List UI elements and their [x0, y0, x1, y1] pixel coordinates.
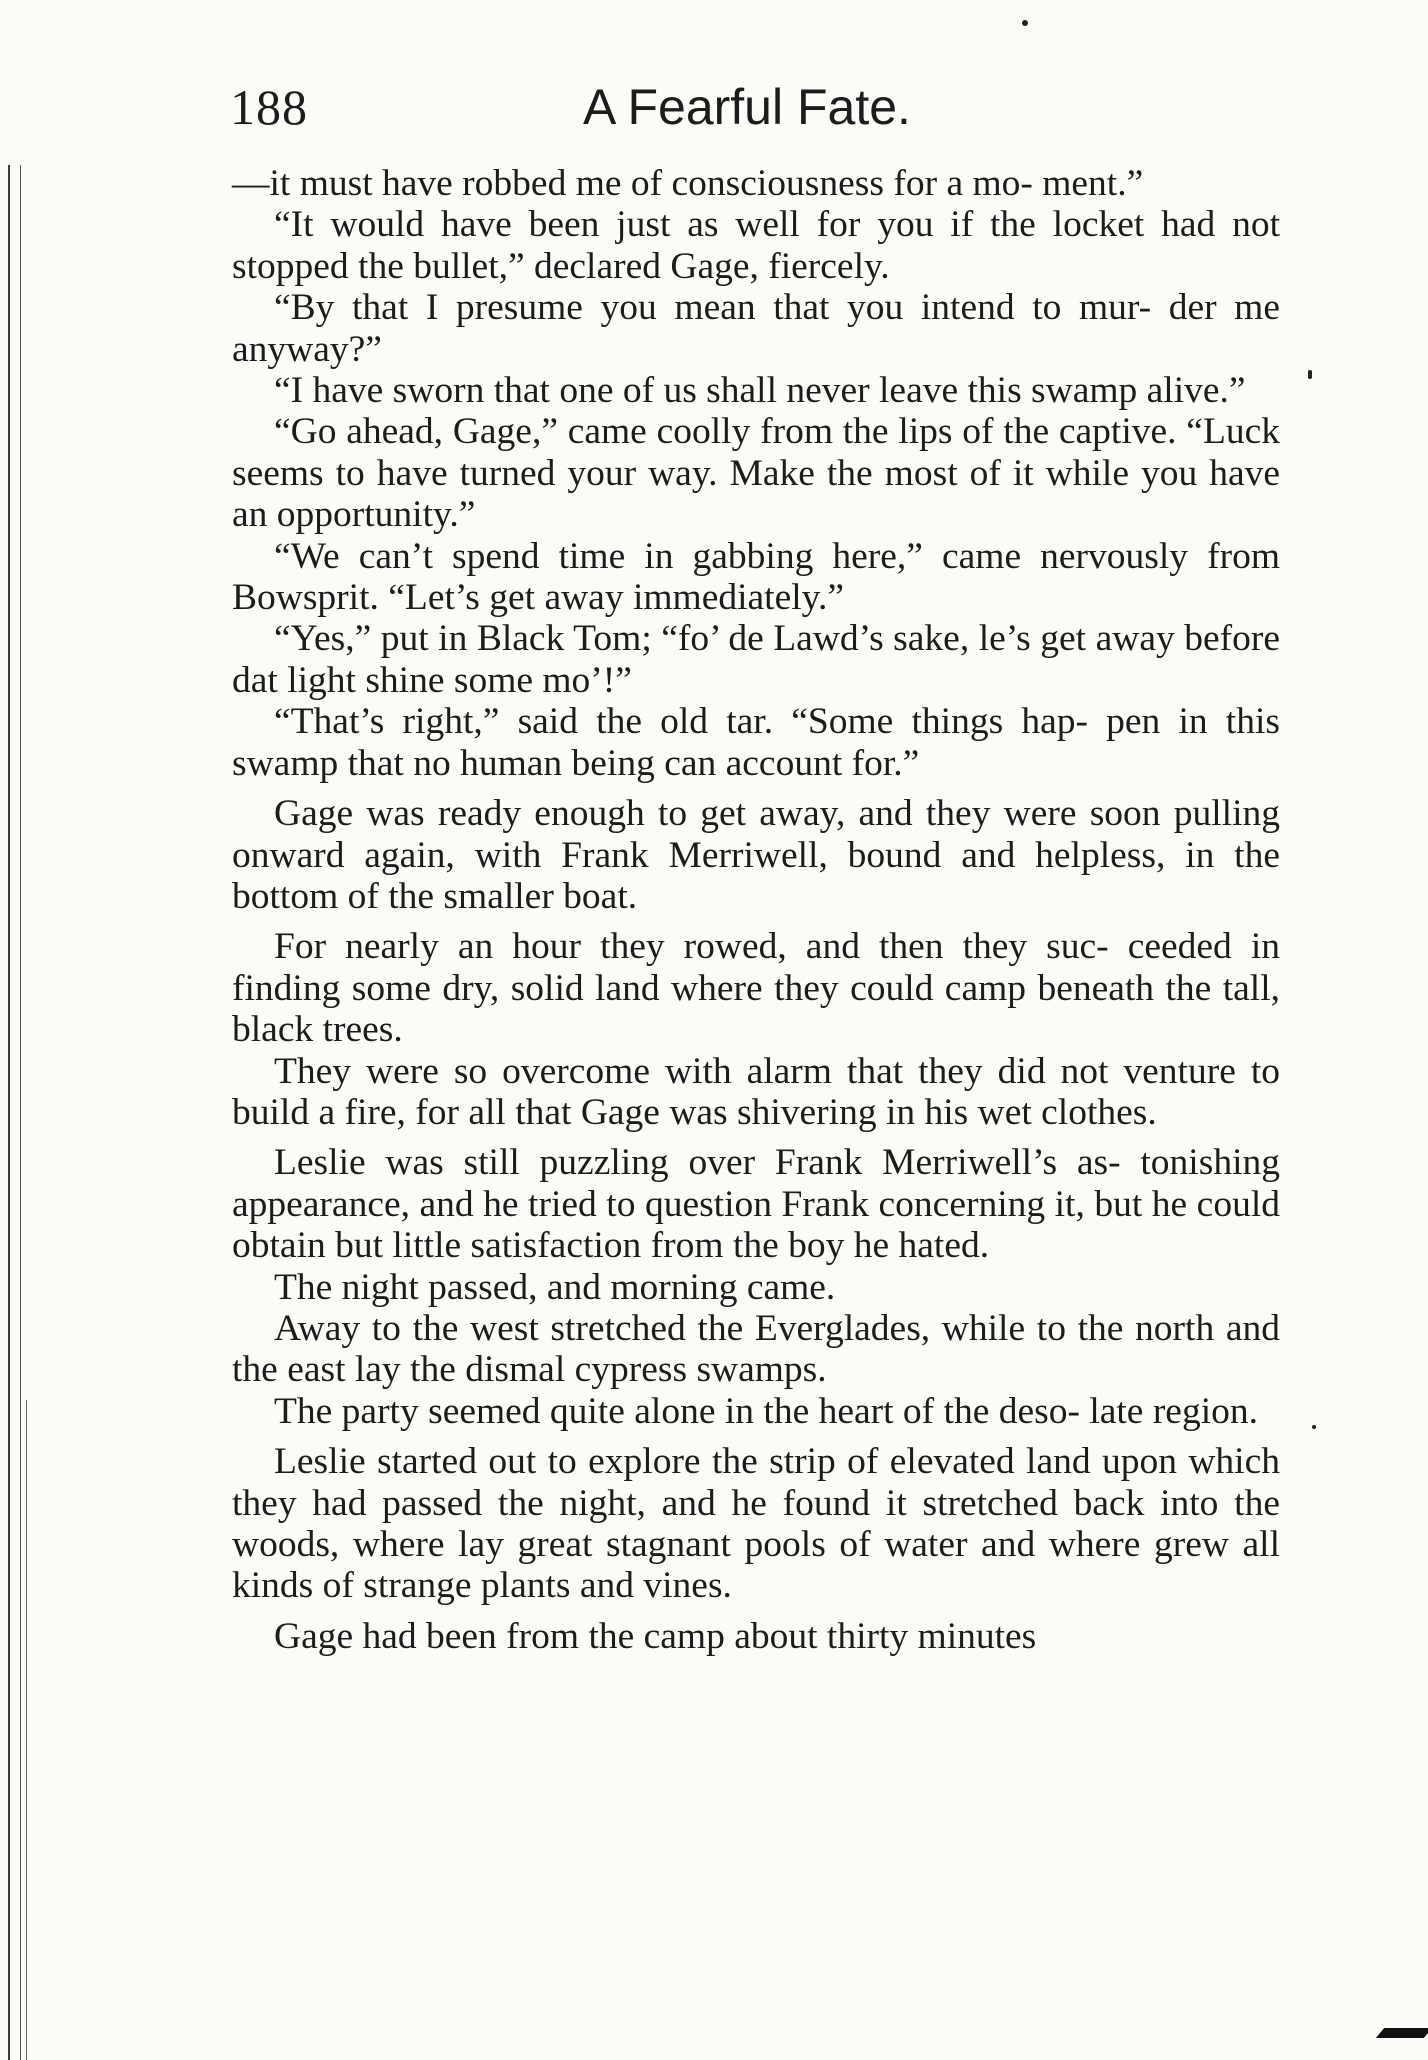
paragraph: Gage had been from the camp about thirty minutes — [274, 1615, 1037, 1657]
binding-edge-line — [20, 165, 21, 2060]
paragraph: “It would have been just as well for you if the locket had not stopped the bullet,” declared Gage, fiercely. — [232, 204, 1280, 287]
paragraph: The night passed, and morning came. — [274, 1266, 836, 1308]
running-head — [230, 78, 1280, 148]
paragraph: Leslie was still puzzling over Frank Merriwell’s as- tonishing appearance, and he tried to question Frank concerning it, but he could obtain but little satisfaction from the boy he hated. — [232, 1142, 1280, 1267]
paragraph: “We can’t spend time in gabbing here,” came nervously from Bowsprit. “Let’s get away immediately.” — [232, 535, 1280, 619]
paragraph: “That’s right,” said the old tar. “Some things hap- pen in this swamp that no human being can account for.” — [232, 701, 1280, 784]
paragraph: Gage was ready enough to get away, and they were soon pulling onward again, with Frank Merriwell, bound and helpless, in the bottom of the smaller boat. — [232, 793, 1280, 917]
paragraph: The party seemed quite alone in the heart of the deso- late region. — [274, 1390, 1258, 1432]
body-text — [232, 163, 1280, 1657]
ink-speck — [1022, 20, 1028, 26]
paragraph: For nearly an hour they rowed, and then they suc- ceeded in finding some dry, solid land where they could camp beneath the tall, black trees. — [232, 926, 1280, 1051]
ink-speck — [1312, 1425, 1316, 1429]
page-number: 188 — [230, 79, 308, 135]
paragraph: “I have sworn that one of us shall never leave this swamp alive.” — [274, 370, 1246, 412]
paragraph: Away to the west stretched the Everglades, while to the north and the east lay the dismal cypress swamps. — [232, 1307, 1280, 1391]
chapter-title: A Fearful Fate. — [583, 79, 911, 135]
paragraph: “By that I presume you mean that you intend to mur- der me anyway?” — [232, 287, 1280, 370]
paragraph: “Go ahead, Gage,” came coolly from the lips of the captive. “Luck seems to have turned your way. Make the most of it while you have an opportunity.” — [232, 411, 1280, 536]
paragraph: Leslie started out to explore the strip of elevated land upon which they had passed the night, and he found it stretched back into the woods, where lay great stagnant pools of water and where grew all kinds of strange plants and vines. — [232, 1441, 1280, 1607]
paragraph: They were so overcome with alarm that they did not venture to build a fire, for all that Gage was shivering in his wet clothes. — [232, 1050, 1280, 1133]
binding-edge-line — [8, 165, 10, 2060]
paragraph: “Yes,” put in Black Tom; “fo’ de Lawd’s sake, le’s get away before dat light shine some mo’!” — [232, 618, 1280, 701]
binding-edge-line — [26, 1400, 27, 2060]
corner-mark — [1376, 2028, 1428, 2038]
ink-speck — [1308, 370, 1312, 379]
paragraph: —it must have robbed me of consciousness for a mo- ment.” — [232, 163, 1144, 204]
